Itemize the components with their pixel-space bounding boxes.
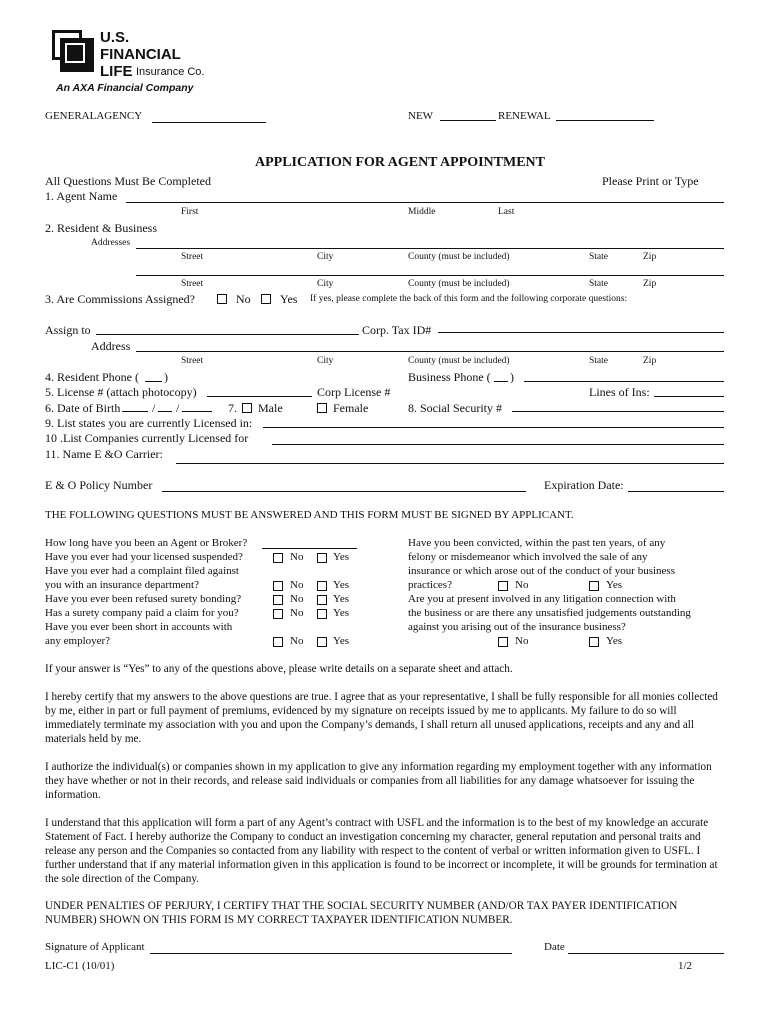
assign-to-label: Assign to (45, 323, 91, 337)
renewal-field[interactable] (556, 120, 654, 121)
no-label: No (515, 635, 529, 647)
signature-label: Signature of Applicant (45, 941, 145, 953)
short-accounts-yes-checkbox[interactable] (317, 637, 327, 647)
question-right: felony or misdemeanor which involved the sale of any (408, 551, 648, 563)
logo-line-life: LIFE (100, 63, 133, 80)
litigation-yes-checkbox[interactable] (589, 637, 599, 647)
county-sublabel: County (must be included) (408, 279, 510, 289)
addresses-sublabel: Addresses (91, 238, 131, 248)
logo-line-insurance: Insurance Co. (136, 66, 205, 78)
assign-to-field[interactable] (96, 334, 359, 335)
agent-name-label: 1. Agent Name (45, 189, 118, 203)
complaint-no-checkbox[interactable] (273, 581, 283, 591)
certification-paragraph: I hereby certify that my answers to the above questions are true. I agree that as your representative, I shall be fully responsible for all monies collected by me, either in part or full payment of premiums, evidenced by my signature on receipts issued by me to applicants. My failure to do so will immediately terminate my association with you and upon the Company’s demands, I shall return all unused applications, receipts and any and all materials held by me. (45, 691, 718, 745)
county-sublabel: County (must be included) (408, 356, 510, 366)
new-label: NEW (408, 110, 434, 122)
commissions-no-label: No (236, 292, 251, 306)
zip-sublabel: Zip (643, 279, 657, 289)
question-right: practices? (408, 579, 452, 591)
dob-label: 6. Date of Birth (45, 401, 121, 415)
companies-licensed-label: 10 .List Companies currently Licensed for (45, 431, 249, 445)
page-number: 1/2 (678, 960, 693, 972)
address-label: 2. Resident & Business (45, 221, 158, 235)
city-sublabel: City (317, 279, 334, 289)
resident-phone-area-field[interactable] (145, 381, 162, 382)
commissions-no-checkbox[interactable] (217, 294, 227, 304)
commissions-yes-checkbox[interactable] (261, 294, 271, 304)
question-left: any employer? (45, 635, 111, 647)
questions-header: THE FOLLOWING QUESTIONS MUST BE ANSWERED AND THIS FORM MUST BE SIGNED BY APPLICANT. (45, 509, 574, 521)
state-sublabel: State (589, 252, 608, 262)
instructions-right: Please Print or Type (602, 174, 699, 188)
instructions-left: All Questions Must Be Completed (45, 174, 211, 188)
no-label: No (515, 579, 529, 591)
commissions-note: If yes, please complete the back of this form and the following corporate questions: (310, 294, 628, 304)
complaint-yes-checkbox[interactable] (317, 581, 327, 591)
female-label: Female (333, 401, 369, 415)
corp-license-label: Corp License # (317, 385, 391, 399)
no-label: No (290, 593, 304, 605)
business-address-field[interactable] (136, 275, 724, 276)
dob-slash: / (152, 401, 156, 415)
dob-year-field[interactable] (182, 411, 212, 412)
business-phone-number-field[interactable] (524, 381, 724, 382)
yes-label: Yes (606, 635, 623, 647)
question-left: Has a surety company paid a claim for you? (45, 607, 239, 619)
female-checkbox[interactable] (317, 403, 327, 413)
last-sublabel: Last (498, 207, 515, 217)
convicted-yes-checkbox[interactable] (589, 581, 599, 591)
surety-refused-yes-checkbox[interactable] (317, 595, 327, 605)
business-phone-area-field[interactable] (494, 381, 508, 382)
logo-tagline: An AXA Financial Company (56, 82, 194, 94)
surety-claim-yes-checkbox[interactable] (317, 609, 327, 619)
understanding-paragraph: I understand that this application will form a part of any Agent’s contract with USFL and the information is to the best of my knowledge an accurate Statement of Fact. I hereby authorize the Company to conduct an investigation concerning my character, general reputation and personal traits and release any person and the Companies so contacted from any liability with respect to the content of verbal or written information given to USFL. I further understand that if any material information given in this application is found to be incorrect or incomplete, it will be grounds for termination at the sole direction of the Company. (45, 817, 718, 885)
states-licensed-field[interactable] (263, 427, 724, 428)
companies-licensed-field[interactable] (272, 444, 724, 445)
license-field[interactable] (207, 396, 312, 397)
question-right: Are you at present involved in any litigation connection with (408, 593, 676, 605)
yes-label: Yes (333, 635, 350, 647)
years-as-agent-field[interactable] (262, 548, 357, 549)
logo-line-us: U.S. (100, 29, 130, 46)
yes-label: Yes (333, 607, 350, 619)
question-left: Have you ever had a complaint filed against (45, 565, 239, 577)
business-phone-paren-close: ) (510, 370, 514, 384)
no-label: No (290, 551, 304, 563)
new-field[interactable] (440, 120, 496, 121)
street-sublabel: Street (181, 279, 204, 289)
signature-field[interactable] (150, 953, 512, 954)
zip-sublabel: Zip (643, 252, 657, 262)
commissions-label: 3. Are Commissions Assigned? (45, 292, 196, 306)
no-label: No (290, 579, 304, 591)
resident-phone-label: 4. Resident Phone ( (45, 370, 139, 384)
expiration-label: Expiration Date: (544, 478, 624, 492)
question-left: Have you ever been short in accounts with (45, 621, 233, 633)
eo-policy-label: E & O Policy Number (45, 478, 153, 492)
eo-carrier-field[interactable] (176, 463, 724, 464)
question-right: Have you been convicted, within the past ten years, of any (408, 537, 666, 549)
license-label: 5. License # (attach photocopy) (45, 385, 197, 399)
license-suspended-no-checkbox[interactable] (273, 553, 283, 563)
lines-of-ins-label: Lines of Ins: (589, 385, 650, 399)
states-licensed-label: 9. List states you are currently Licensed in: (45, 416, 253, 430)
yes-label: Yes (606, 579, 623, 591)
license-suspended-yes-checkbox[interactable] (317, 553, 327, 563)
form-title: APPLICATION FOR AGENT APPOINTMENT (254, 155, 545, 170)
corp-tax-id-field[interactable] (438, 332, 724, 333)
question-right: the business or are there any unsatisfied judgements outstanding (408, 607, 691, 619)
dob-month-field[interactable] (122, 411, 148, 412)
question-left: Have you ever had your licensed suspended? (45, 551, 243, 563)
question-left: How long have you been an Agent or Broker? (45, 537, 248, 549)
convicted-no-checkbox[interactable] (498, 581, 508, 591)
question-left: you with an insurance department? (45, 579, 199, 591)
yes-label: Yes (333, 551, 350, 563)
resident-address-field[interactable] (136, 248, 724, 249)
short-accounts-no-checkbox[interactable] (273, 637, 283, 647)
city-sublabel: City (317, 356, 334, 366)
litigation-no-checkbox[interactable] (498, 637, 508, 647)
dob-slash: / (176, 401, 180, 415)
state-sublabel: State (589, 279, 608, 289)
corp-tax-id-label: Corp. Tax ID# (362, 323, 432, 337)
yes-answer-instruction: If your answer is “Yes” to any of the questions above, please write details on a separate sheet and attach. (45, 663, 513, 675)
resident-phone-paren-close: ) (164, 370, 168, 384)
male-checkbox[interactable] (242, 403, 252, 413)
ssn-field[interactable] (512, 411, 724, 412)
date-label: Date (544, 941, 565, 953)
eo-policy-field[interactable] (162, 491, 526, 492)
date-field[interactable] (568, 953, 724, 954)
authorization-paragraph: I authorize the individual(s) or companies shown in my application to give any information regarding my employment together with any information they have whether or not in their records, and release said individuals or companies from all liabilities for any damage whatsoever for issuing the information. (45, 761, 712, 801)
ssn-label: 8. Social Security # (408, 401, 502, 415)
expiration-field[interactable] (628, 491, 724, 492)
general-agency-field[interactable] (152, 122, 266, 123)
logo-mark (52, 30, 96, 74)
surety-claim-no-checkbox[interactable] (273, 609, 283, 619)
state-sublabel: State (589, 356, 608, 366)
street-sublabel: Street (181, 356, 204, 366)
yes-label: Yes (333, 593, 350, 605)
general-agency-label: GENERALAGENCY (45, 110, 143, 122)
male-label: Male (258, 401, 283, 415)
perjury-certification: UNDER PENALTIES OF PERJURY, I CERTIFY THAT THE SOCIAL SECURITY NUMBER (AND/OR TAX PAYER IDENTIFICATION NUMBER) SHOWN ON THIS FORM IS MY CORRECT TAXPAYER IDENTIFICATION NUMBER. (45, 900, 678, 926)
street-sublabel: Street (181, 252, 204, 262)
question-right: insurance or which arose out of the conduct of your business (408, 565, 675, 577)
zip-sublabel: Zip (643, 356, 657, 366)
logo-line-financial: FINANCIAL (100, 46, 181, 63)
no-label: No (290, 607, 304, 619)
sex-label: 7. (228, 401, 237, 415)
surety-refused-no-checkbox[interactable] (273, 595, 283, 605)
middle-sublabel: Middle (408, 207, 436, 217)
county-sublabel: County (must be included) (408, 252, 510, 262)
city-sublabel: City (317, 252, 334, 262)
assign-address-field[interactable] (136, 351, 724, 352)
form-id: LIC-C1 (10/01) (45, 960, 115, 972)
commissions-yes-label: Yes (280, 292, 298, 306)
business-phone-label: Business Phone ( (408, 370, 491, 384)
dob-day-field[interactable] (158, 411, 172, 412)
renewal-label: RENEWAL (498, 110, 551, 122)
first-sublabel: First (181, 207, 199, 217)
lines-of-ins-field[interactable] (654, 396, 724, 397)
yes-label: Yes (333, 579, 350, 591)
agent-name-field[interactable] (126, 202, 724, 203)
no-label: No (290, 635, 304, 647)
assign-address-label: Address (91, 339, 131, 353)
question-left: Have you ever been refused surety bonding? (45, 593, 242, 605)
eo-carrier-label: 11. Name E &O Carrier: (45, 447, 163, 461)
question-right: against you arising out of the insurance business? (408, 621, 626, 633)
